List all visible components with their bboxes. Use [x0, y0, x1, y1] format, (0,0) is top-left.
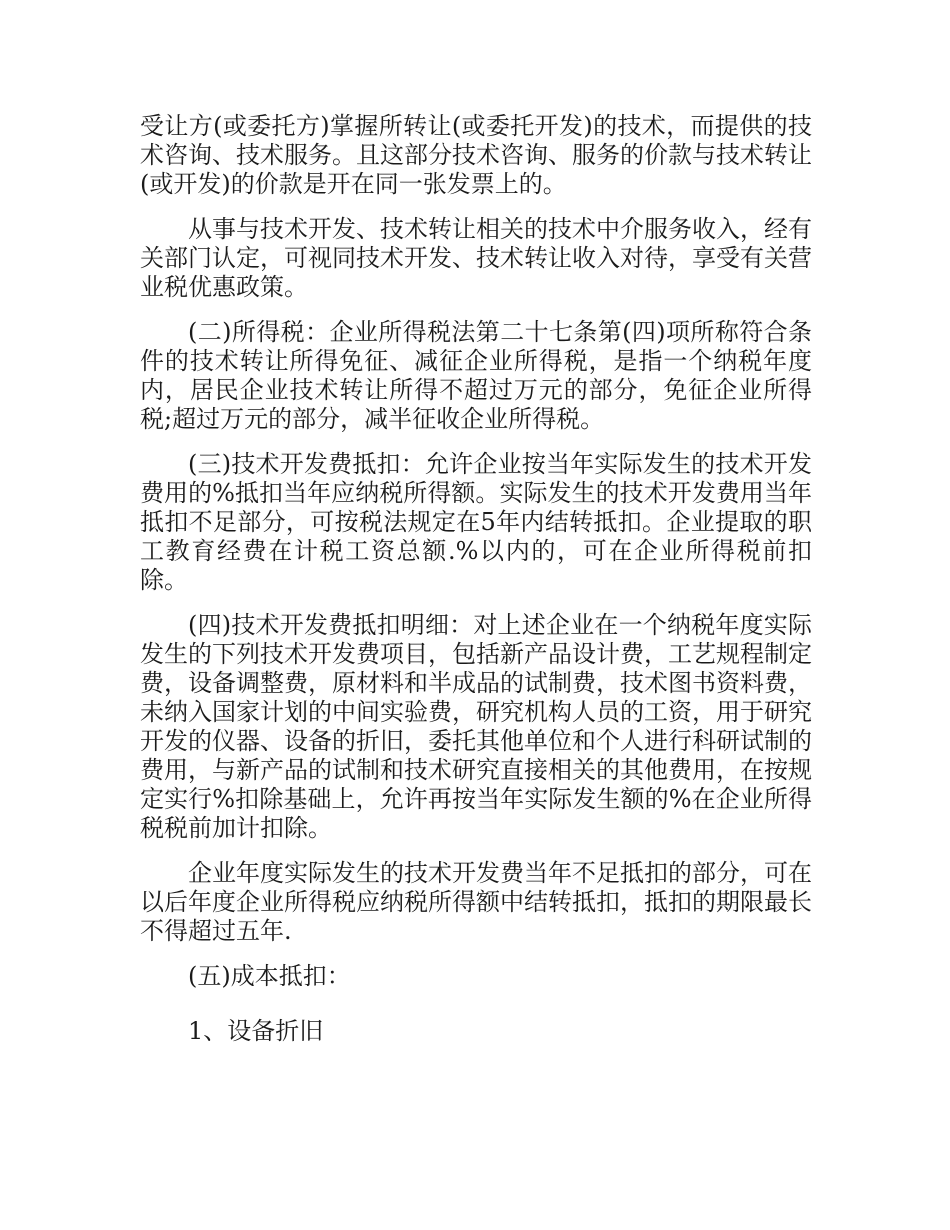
list-item-equipment-depreciation: 1、设备折旧: [188, 1017, 324, 1045]
paragraph-carryforward: 企业年度实际发生的技术开发费当年不足抵扣的部分，可在以后年度企业所得税应纳税所得额中结转抵扣，抵扣的期限最长不得超过五年.: [140, 859, 812, 945]
document-page: [140, 112, 812, 1072]
paragraph-rd-deduction-details: (四)技术开发费抵扣明细：对上述企业在一个纳税年度实际发生的下列技术开发费项目，包括新产品设计费，工艺规程制定费，设备调整费，原材料和半成品的试制费，技术图书资料费，未纳入国家计划的中间实验费，研究机构人员的工资，用于研究开发的仪器、设备的折旧，委托其他单位和个人进行科研试制的费用，与新产品的试制和技术研究直接相关的其他费用，在按规定实行%扣除基础上，允许再按当年实际发生额的%在企业所得税税前加计扣除。: [140, 611, 812, 842]
paragraph-intermediary-services: 从事与技术开发、技术转让相关的技术中介服务收入，经有关部门认定，可视同技术开发、技术转让收入对待，享受有关营业税优惠政策。: [140, 215, 812, 301]
paragraph-continuation: 受让方(或委托方)掌握所转让(或委托开发)的技术，而提供的技术咨询、技术服务。且这部分技术咨询、服务的价款与技术转让(或开发)的价款是开在同一张发票上的。: [140, 112, 812, 198]
paragraph-income-tax: (二)所得税：企业所得税法第二十七条第(四)项所称符合条件的技术转让所得免征、减征企业所得税，是指一个纳税年度内，居民企业技术转让所得不超过万元的部分，免征企业所得税;超过万元的部分，减半征收企业所得税。: [140, 318, 812, 433]
section-heading-cost-deduction: (五)成本抵扣：: [188, 962, 351, 990]
paragraph-rd-deduction: (三)技术开发费抵扣：允许企业按当年实际发生的技术开发费用的%抵扣当年应纳税所得额。实际发生的技术开发费用当年抵扣不足部分，可按税法规定在5年内结转抵扣。企业提取的职工教育经费在计税工资总额.%以内的，可在企业所得税前扣除。: [140, 450, 812, 594]
